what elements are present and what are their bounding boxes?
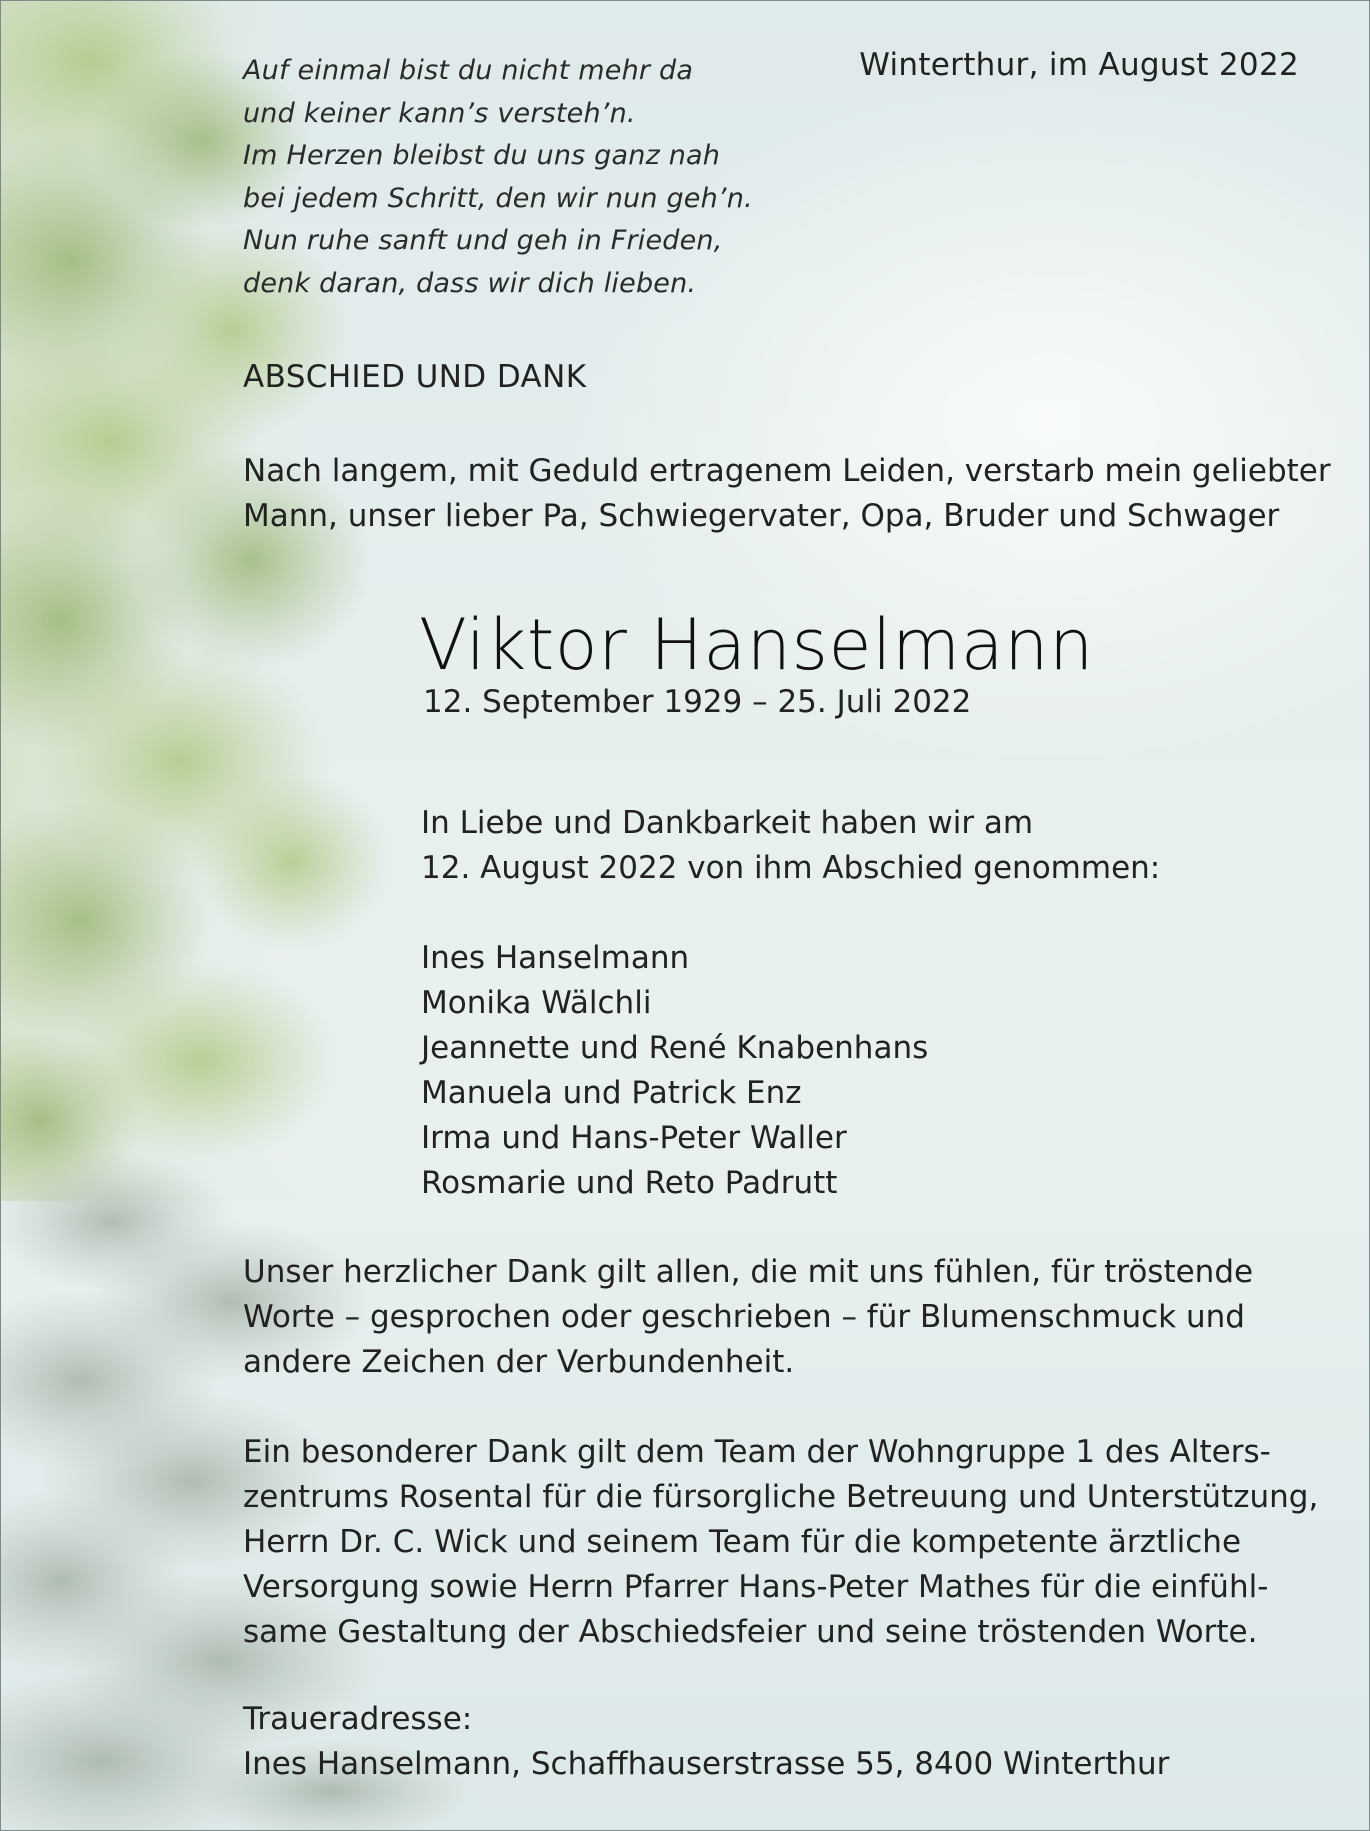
farewell-line: In Liebe und Dankbarkeit haben wir am (421, 805, 1034, 841)
intro-text (243, 449, 1331, 539)
mourner-name: Manuela und Patrick Enz (421, 1075, 802, 1111)
poem-line: denk daran, dass wir dich lieben. (243, 267, 697, 299)
general-thanks (243, 1250, 1253, 1385)
thanks-line: Worte – gesprochen oder geschrieben – für Blumenschmuck und (243, 1299, 1245, 1335)
farewell-text (421, 801, 1160, 891)
mourner-name: Monika Wälchli (421, 985, 652, 1021)
poem-line: Auf einmal bist du nicht mehr da (243, 55, 694, 86)
thanks-line: same Gestaltung der Abschiedsfeier und seine tröstenden Worte. (243, 1614, 1258, 1650)
special-thanks (243, 1430, 1318, 1655)
poem-line: Im Herzen bleibst du uns ganz nah (243, 140, 721, 171)
poem-line: und keiner kann’s versteh’n. (243, 97, 636, 129)
thanks-line: zentrums Rosental für die fürsorgliche Betreuung und Unterstützung, (243, 1479, 1319, 1515)
mourner-name: Jeannette und René Knabenhans (421, 1030, 929, 1066)
deceased-name: Viktor Hanselmann (419, 604, 1094, 686)
poem-line: bei jedem Schritt, den wir nun geh’n. (243, 182, 753, 214)
life-dates: 12. September 1929 – 25. Juli 2022 (423, 684, 972, 720)
mourner-name: Irma und Hans-Peter Waller (421, 1120, 847, 1156)
mourners-list (421, 936, 928, 1206)
thanks-line: Versorgung sowie Herrn Pfarrer Hans-Peter Mathes für die einfühl- (243, 1569, 1269, 1605)
mourning-address: Ines Hanselmann, Schaffhauserstrasse 55, 8400 Winterthur (243, 1746, 1170, 1782)
mourner-name: Rosmarie und Reto Padrutt (421, 1165, 838, 1201)
memorial-poem (243, 50, 753, 305)
farewell-line: 12. August 2022 von ihm Abschied genommen: (421, 850, 1161, 886)
mourner-name: Ines Hanselmann (421, 940, 690, 976)
thanks-line: Unser herzlicher Dank gilt allen, die mit uns fühlen, für tröstende (243, 1254, 1254, 1290)
notice-heading: ABSCHIED UND DANK (243, 359, 587, 395)
intro-line: Nach langem, mit Geduld ertragenem Leiden, verstarb mein geliebter (243, 453, 1331, 489)
poem-line: Nun ruhe sanft und geh in Frieden, (243, 225, 723, 256)
thanks-line: Herrn Dr. C. Wick und seinem Team für die kompetente ärztliche (243, 1524, 1242, 1560)
thanks-line: Ein besonderer Dank gilt dem Team der Wohngruppe 1 des Alters- (243, 1434, 1271, 1470)
thanks-line: andere Zeichen der Verbundenheit. (243, 1344, 795, 1380)
address-label: Traueradresse: (243, 1701, 473, 1737)
intro-line: Mann, unser lieber Pa, Schwiegervater, Opa, Bruder und Schwager (243, 498, 1280, 534)
place-and-date: Winterthur, im August 2022 (859, 47, 1299, 83)
